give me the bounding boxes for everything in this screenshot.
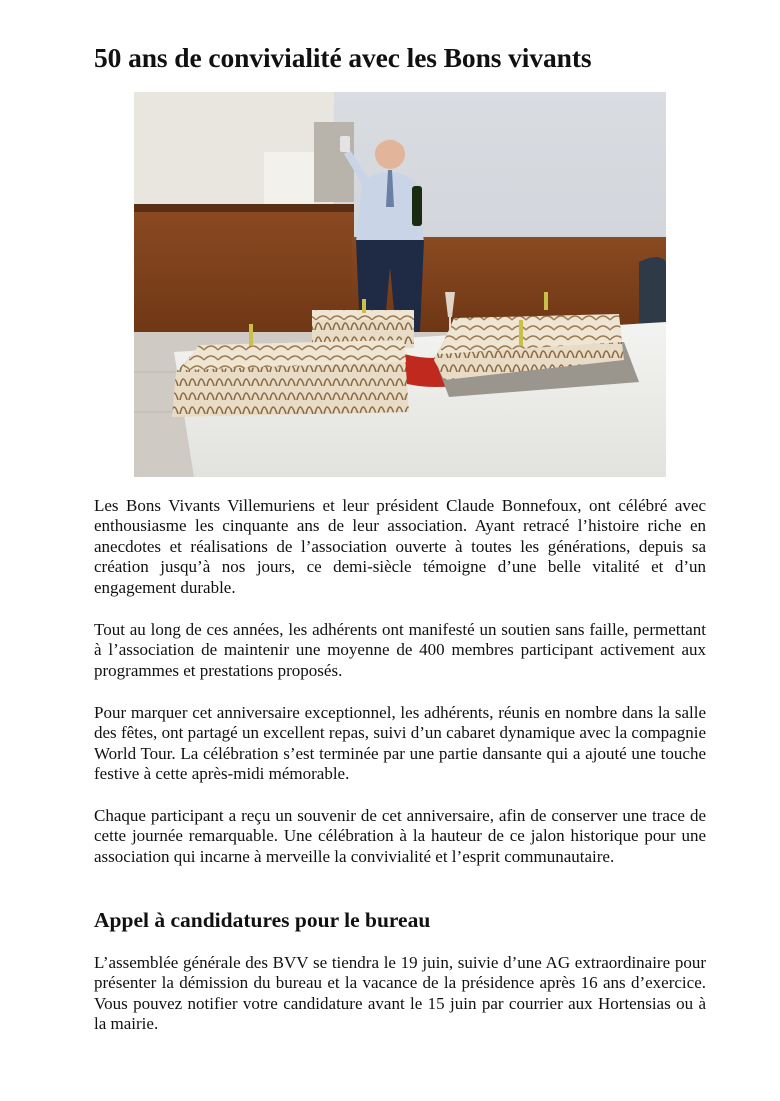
celebration-photo <box>134 92 666 477</box>
article-title: 50 ans de convivialité avec les Bons vivants <box>94 42 592 73</box>
article-paragraph-3: Pour marquer cet anniversaire exceptionnel, les adhérents, réunis en nombre dans la salle des fêtes, ont partagé un excellent repas, suivi d’un cabaret dynamique avec la compagnie World Tour. La célébration s’est terminée par une partie dansante qui a ajouté une touche festive à cette après-midi mémorable. <box>94 703 706 784</box>
article-paragraph-1: Les Bons Vivants Villemuriens et leur président Claude Bonnefoux, ont célébré avec enthousiasme les cinquante ans de leur association. Ayant retracé l’histoire riche en anecdotes et réalisations de l’association ouverte à toutes les générations, depuis sa création jusqu’à nos jours, ce demi-siècle témoigne d’une belle vitalité et d’un engagement durable. <box>94 496 706 597</box>
notice-paragraph: L’assemblée générale des BVV se tiendra le 19 juin, suivie d’une AG extraordinaire pour présenter la démission du bureau et la vacance de la présidence après 16 ans d’exercice. Vous pouvez notifier votre candidature avant le 15 juin par courrier aux Hortensias ou à la mairie. <box>94 953 706 1034</box>
article-paragraph-4: Chaque participant a reçu un souvenir de cet anniversaire, afin de conserver une trace de cette journée remarquable. Une célébration à la hauteur de ce jalon historique pour une association qui incarne à merveille la convivialité et l’esprit communautaire. <box>94 806 706 866</box>
article-paragraph-2: Tout au long de ces années, les adhérents ont manifesté un soutien sans faille, permettant à l’association de maintenir une moyenne de 400 membres participant activement aux programmes et prestations proposés. <box>94 620 706 680</box>
notice-title: Appel à candidatures pour le bureau <box>94 908 431 932</box>
